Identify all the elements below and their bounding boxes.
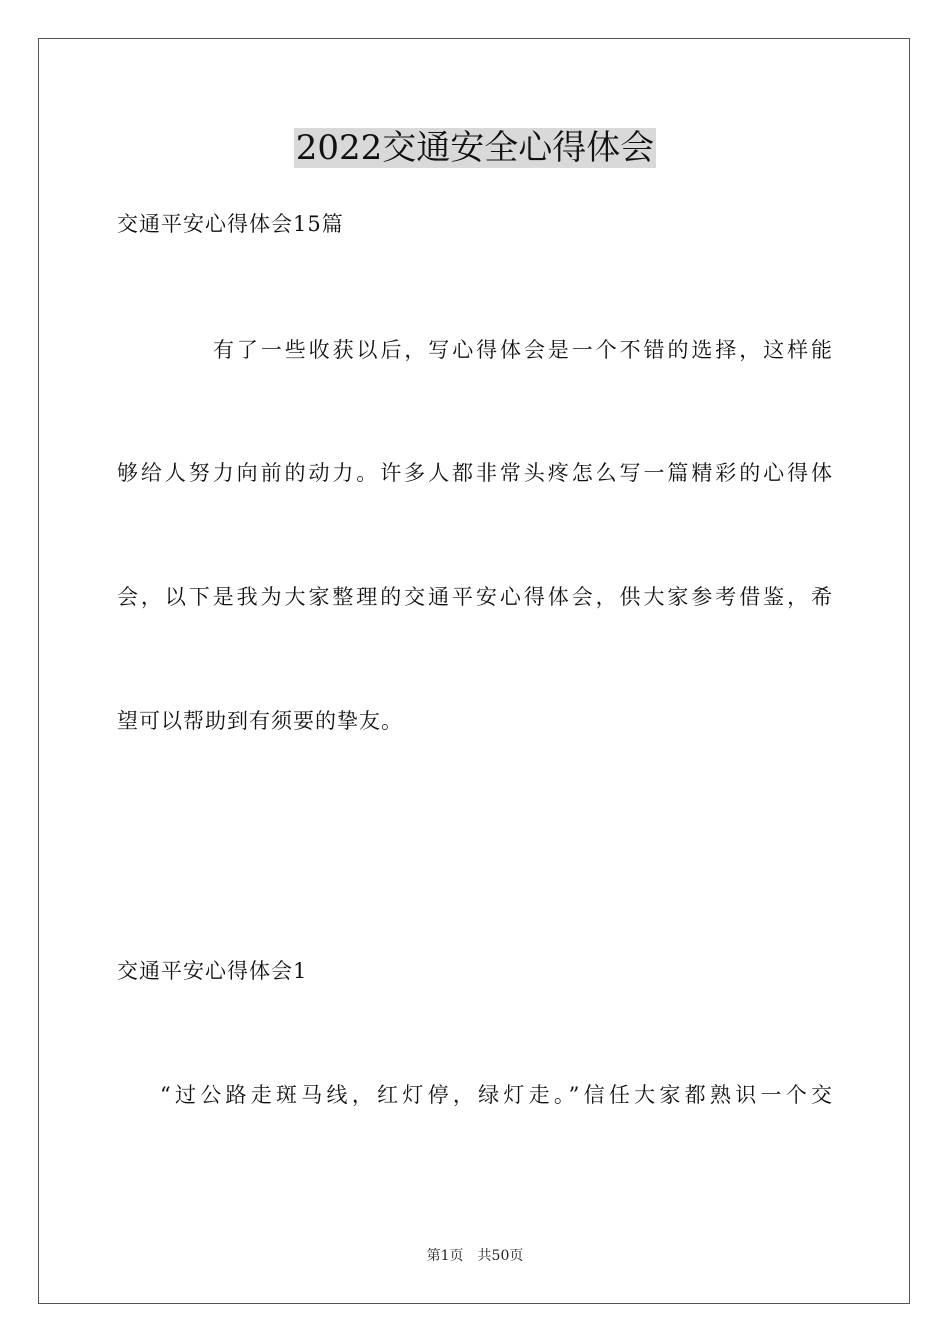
intro-line-2: 够给人努力向前的动力。许多人都非常头疼怎么写一篇精彩的心得体 — [117, 461, 833, 485]
footer-total-pages: 共50页 — [477, 1248, 524, 1264]
footer-page-number: 第1页 — [426, 1248, 464, 1264]
page-footer — [0, 1246, 950, 1266]
document-title — [0, 124, 950, 172]
section-line-1: “过公路走斑马线，红灯停，绿灯走。”信任大家都熟识一个交 — [160, 1083, 833, 1107]
document-subtitle: 交通平安心得体会15篇 — [117, 212, 344, 236]
section-heading: 交通平安心得体会1 — [117, 959, 308, 983]
intro-line-1: 有了一些收获以后，写心得体会是一个不错的选择，这样能 — [213, 338, 833, 362]
document-title-text: 2022交通安全心得体会 — [295, 128, 655, 168]
intro-line-3: 会，以下是我为大家整理的交通平安心得体会，供大家参考借鉴，希 — [117, 585, 833, 609]
intro-line-4: 望可以帮助到有须要的挚友。 — [117, 709, 403, 733]
